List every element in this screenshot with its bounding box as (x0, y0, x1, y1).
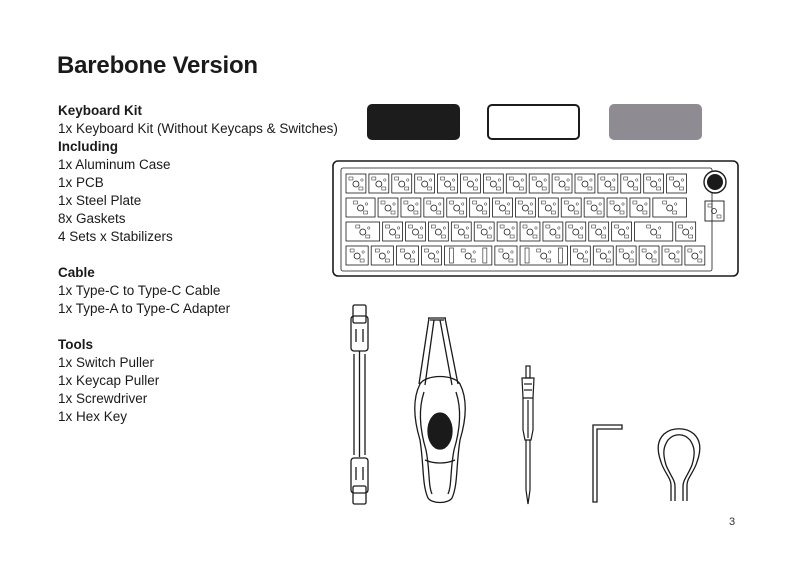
page-title: Barebone Version (57, 52, 258, 79)
list-item: 8x Gaskets (58, 211, 126, 226)
page-number: 3 (729, 516, 736, 528)
list-item: 1x Steel Plate (58, 193, 142, 208)
knob-cap (707, 174, 723, 190)
list-item: 1x Hex Key (58, 409, 128, 424)
keycap-puller-drawing (415, 318, 466, 503)
section-heading: Tools (58, 337, 93, 352)
screwdriver-drawing (522, 366, 534, 504)
switch-puller-drawing (658, 429, 700, 501)
keyboard-kit-drawing (332, 160, 740, 278)
section-heading: Cable (58, 265, 95, 280)
section-tools (58, 336, 358, 426)
cable-drawing (351, 305, 368, 504)
list-item: 1x Type-A to Type-C Adapter (58, 301, 231, 316)
color-swatch-black (367, 104, 460, 140)
section-heading: Keyboard Kit (58, 103, 143, 118)
list-item: 4 Sets x Stabilizers (58, 229, 173, 244)
list-item: 1x Type-C to Type-C Cable (58, 283, 221, 298)
color-swatch-white (487, 104, 580, 140)
contents-list (58, 102, 358, 444)
tools-illustrations (330, 300, 730, 510)
hex-key-drawing (593, 425, 622, 502)
list-item: 1x Keycap Puller (58, 373, 160, 388)
list-item: 1x Aluminum Case (58, 157, 171, 172)
list-item: 1x Keyboard Kit (Without Keycaps & Switches) (58, 121, 338, 136)
list-item: 1x PCB (58, 175, 104, 190)
section-keyboard-kit (58, 102, 358, 246)
color-swatch-gray (609, 104, 702, 140)
list-item: 1x Screwdriver (58, 391, 148, 406)
subsection-heading: Including (58, 139, 118, 154)
section-cable (58, 264, 358, 318)
list-item: 1x Switch Puller (58, 355, 155, 370)
